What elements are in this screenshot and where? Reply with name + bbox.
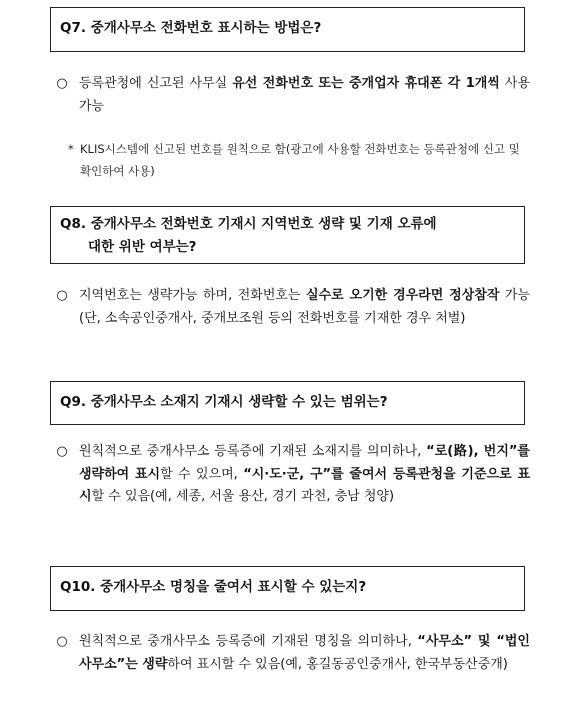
bullet-icon: ○ [56,444,68,459]
answer-q9 [55,441,530,509]
question-q8-line1: Q8. 중개사무소 전화번호 기재시 지역번호 생략 및 기재 오류에 [60,216,437,232]
bullet-icon: ○ [56,634,68,649]
question-box-q9 [50,381,525,425]
question-q7: Q7. 중개사무소 전화번호 표시하는 방법은? [60,20,322,36]
answer-text-q7: 등록관청에 신고된 사무실 유선 전화번호 또는 중개업자 휴대폰 각 1개씩 사용 가능 [79,76,531,114]
answer-q10 [55,631,530,676]
answer-q8 [55,285,530,330]
question-q10: Q10. 중개사무소 명칭을 줄여서 표시할 수 있는지? [60,579,367,595]
bullet-icon: ○ [56,76,68,91]
note-text-q7: KLIS시스템에 신고된 번호를 원칙으로 함(광고에 사용할 전화번호는 등록관청에 신고 및 확인하여 사용) [80,142,520,178]
note-q7 [68,138,530,182]
answer-text-q9: 원칙적으로 중개사무소 등록증에 기재된 소재지를 의미하나, “로(路), 번지”를 생략하여 표시할 수 있으며, “시·도·군, 구”를 줄여서 등록관청을 기준으로 표시할 수 있음(예, 세종, 서울 용산, 경기 과천, 충남 청양) [79,444,530,504]
question-box-q7 [50,7,525,52]
question-q9: Q9. 중개사무소 소재지 기재시 생략할 수 있는 범위는? [60,394,388,410]
question-q8-line2: 대한 위반 여부는? [88,239,197,255]
answer-text-q10: 원칙적으로 중개사무소 등록증에 기재된 명칭을 의미하나, “사무소” 및 “법인사무소”는 생략하여 표시할 수 있음(예, 홍길동공인중개사, 한국부동산중개) [79,634,530,672]
answer-text-q8: 지역번호는 생략가능 하며, 전화번호는 실수로 오기한 경우라면 정상참작 가능(단, 소속공인중개사, 중개보조원 등의 전화번호를 기재한 경우 처벌) [79,288,531,326]
asterisk-mark: * [68,142,74,156]
question-box-q10 [50,566,525,611]
bullet-icon: ○ [56,288,68,303]
answer-q7 [55,73,530,118]
question-box-q8 [50,206,525,264]
